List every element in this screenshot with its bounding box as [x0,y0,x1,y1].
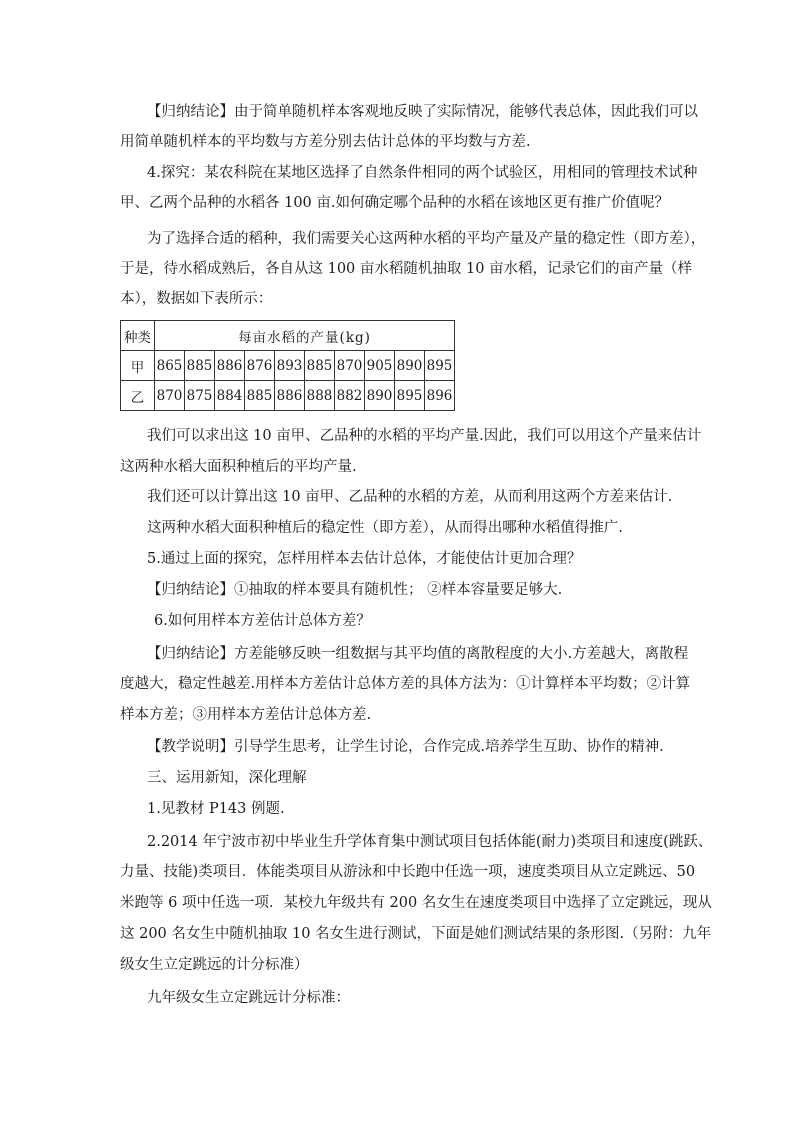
paragraph-line: 为了选择合适的稻种，我们需要关心这两种水稻的平均产量及产量的稳定性（即方差）， [147,231,706,247]
table-cell: 875 [185,381,215,411]
paragraph-line: 力量、技能)类项目．体能类项目从游泳和中长跑中任选一项，速度类项目从立定跳远、50 [120,864,696,880]
table-kind-header: 种类 [121,321,155,351]
table-cell: 870 [155,381,185,411]
paragraph-line: 1.见教材 P143 例题. [147,801,285,817]
paragraph-line: 我们还可以计算出这 10 亩甲、乙品种的水稻的方差，从而利用这两个方差来估计. [147,489,673,505]
table-row [121,381,455,411]
paragraph-line: 2.2014 年宁波市初中毕业生升学体育集中测试项目包括体能(耐力)类项目和速度(跳跃、 [147,834,713,850]
paragraph-line: 【教学说明】引导学生思考，让学生讨论，合作完成.培养学生互助、协作的精神. [147,739,664,755]
paragraph-line: 样本方差；③用样本方差估计总体方差. [120,707,372,723]
table-cell: 905 [365,351,395,381]
paragraph-line: 本），数据如下表所示： [120,291,273,307]
paragraph-line: 甲、乙两个品种的水稻各 100 亩.如何确定哪个品种的水稻在该地区更有推广价值呢？ [120,195,670,211]
table-cell: 888 [305,381,335,411]
table-title: 每亩水稻的产量(kg) [155,321,455,351]
table-header-row [121,321,455,351]
paragraph-line: 这两种水稻大面积种植后的稳定性（即方差），从而得出哪种水稻值得推广. [147,520,623,536]
table-cell: 885 [245,381,275,411]
paragraph-line: 这两种水稻大面积种植后的平均产量. [120,459,357,475]
table-cell: 885 [185,351,215,381]
table-cell: 890 [395,351,425,381]
paragraph-line: 用简单随机样本的平均数与方差分别去估计总体的平均数与方差. [120,134,531,150]
yield-table [120,320,455,411]
paragraph-line: 4.探究：某农科院在某地区选择了自然条件相同的两个试验区，用相同的管理技术试种 [147,165,698,181]
table-cell: 886 [275,381,305,411]
section-heading: 三、运用新知，深化理解 [147,770,307,786]
table-cell: 896 [425,381,455,411]
paragraph-line: 九年级女生立定跳远计分标准： [147,990,350,1006]
table-cell: 884 [215,381,245,411]
paragraph-line: 6.如何用样本方差估计总体方差？ [154,613,371,629]
table-cell: 870 [335,351,365,381]
paragraph-line: 【归纳结论】方差能够反映一组数据与其平均值的离散程度的大小.方差越大，离散程 [147,646,689,662]
table-row-name: 乙 [121,381,155,411]
table-cell: 865 [155,351,185,381]
paragraph-line: 我们可以求出这 10 亩甲、乙品种的水稻的平均产量.因此，我们可以用这个产量来估计 [147,428,702,444]
table-cell: 886 [215,351,245,381]
table-cell: 885 [305,351,335,381]
table-row [121,351,455,381]
paragraph-line: 度越大，稳定性越差.用样本方差估计总体方差的具体方法为：①计算样本平均数；②计算 [120,676,691,692]
paragraph-line: 5.通过上面的探究，怎样用样本去估计总体，才能使估计更加合理？ [147,551,582,567]
table-cell: 895 [395,381,425,411]
table-cell: 895 [425,351,455,381]
paragraph-line: 这 200 名女生中随机抽取 10 名女生进行测试，下面是她们测试结果的条形图.（另附：九年 [120,926,712,942]
table-row-name: 甲 [121,351,155,381]
paragraph-line: 级女生立定跳远的计分标准） [120,957,309,973]
paragraph-line: 【归纳结论】①抽取的样本要具有随机性； ②样本容量要足够大. [147,582,563,598]
paragraph-line: 【归纳结论】由于简单随机样本客观地反映了实际情况，能够代表总体，因此我们可以 [147,104,698,120]
table-cell: 876 [245,351,275,381]
table-cell: 893 [275,351,305,381]
table-cell: 890 [365,381,395,411]
paragraph-line: 米跑等 6 项中任选一项．某校九年级共有 200 名女生在速度类项目中选择了立定跳远，现从 [120,895,712,911]
table-cell: 882 [335,381,365,411]
paragraph-line: 于是，待水稻成熟后，各自从这 100 亩水稻随机抽取 10 亩水稻，记录它们的亩产量（样 [120,261,693,277]
